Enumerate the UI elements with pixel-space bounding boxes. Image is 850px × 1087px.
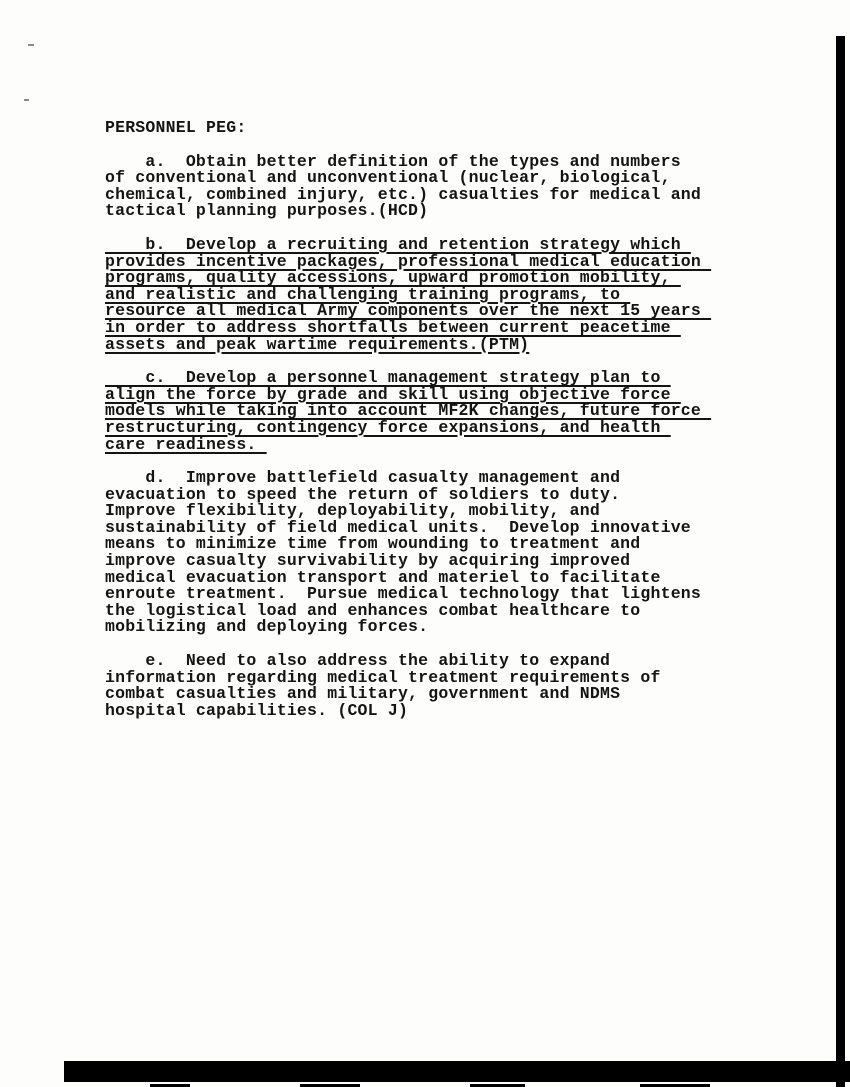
text-line: align the force by grade and skill using objective force [105,384,681,404]
text-line: models while taking into account MF2K changes, future force [105,401,712,421]
paragraph [105,370,755,453]
text-line: information regarding medical treatment requirements of [105,667,661,687]
scan-artifact-right-edge [836,36,845,1087]
text-line: of conventional and unconventional (nuclear, biological, [105,168,671,188]
paragraph [105,151,755,221]
document-content [105,120,755,736]
text-line: b. Develop a recruiting and retention strategy which [105,234,691,254]
text-line: evacuation to speed the return of soldiers to duty. [105,484,621,504]
document-title: PERSONNEL PEG: [105,118,247,137]
text-line: Improve flexibility, deployability, mobility, and [105,501,600,521]
text-line: chemical, combined injury, etc.) casualties for medical and [105,184,701,204]
text-line: resource all medical Army components over the next 15 years [105,301,712,321]
text-line: assets and peak wartime requirements.(PTM) [105,334,530,354]
text-line: enroute treatment. Pursue medical technology that lightens [105,584,701,604]
text-line: and realistic and challenging training programs, to [105,284,631,304]
scan-speck [28,44,34,46]
text-line: means to minimize time from wounding to treatment and [105,534,641,554]
paragraph [105,470,755,636]
paragraph [105,234,755,354]
text-line: combat casualties and military, government and NDMS [105,684,621,704]
paragraph [105,653,755,719]
text-line: a. Obtain better definition of the types and numbers [105,151,681,171]
scan-speck [24,99,29,101]
document-body [105,151,755,720]
text-line: the logistical load and enhances combat healthcare to [105,600,641,620]
text-line: mobilizing and deploying forces. [105,617,429,637]
text-line: d. Improve battlefield casualty management and [105,468,621,488]
text-line: programs, quality accessions, upward promotion mobility, [105,268,681,288]
text-line: provides incentive packages, professional medical education [105,251,712,271]
text-line: hospital capabilities. (COL J) [105,700,409,720]
text-line: c. Develop a personnel management strategy plan to [105,368,671,388]
text-line: sustainability of field medical units. Develop innovative [105,517,691,537]
scan-artifact-bottom-edge [64,1061,850,1082]
text-line: restructuring, contingency force expansions, and health [105,417,671,437]
text-line: medical evacuation transport and materiel to facilitate [105,567,661,587]
text-line: e. Need to also address the ability to expand [105,651,611,671]
text-line: improve casualty survivability by acquiring improved [105,551,631,571]
text-line: tactical planning purposes.(HCD) [105,201,429,221]
text-line: care readiness. [105,434,267,454]
text-line: in order to address shortfalls between current peacetime [105,317,681,337]
